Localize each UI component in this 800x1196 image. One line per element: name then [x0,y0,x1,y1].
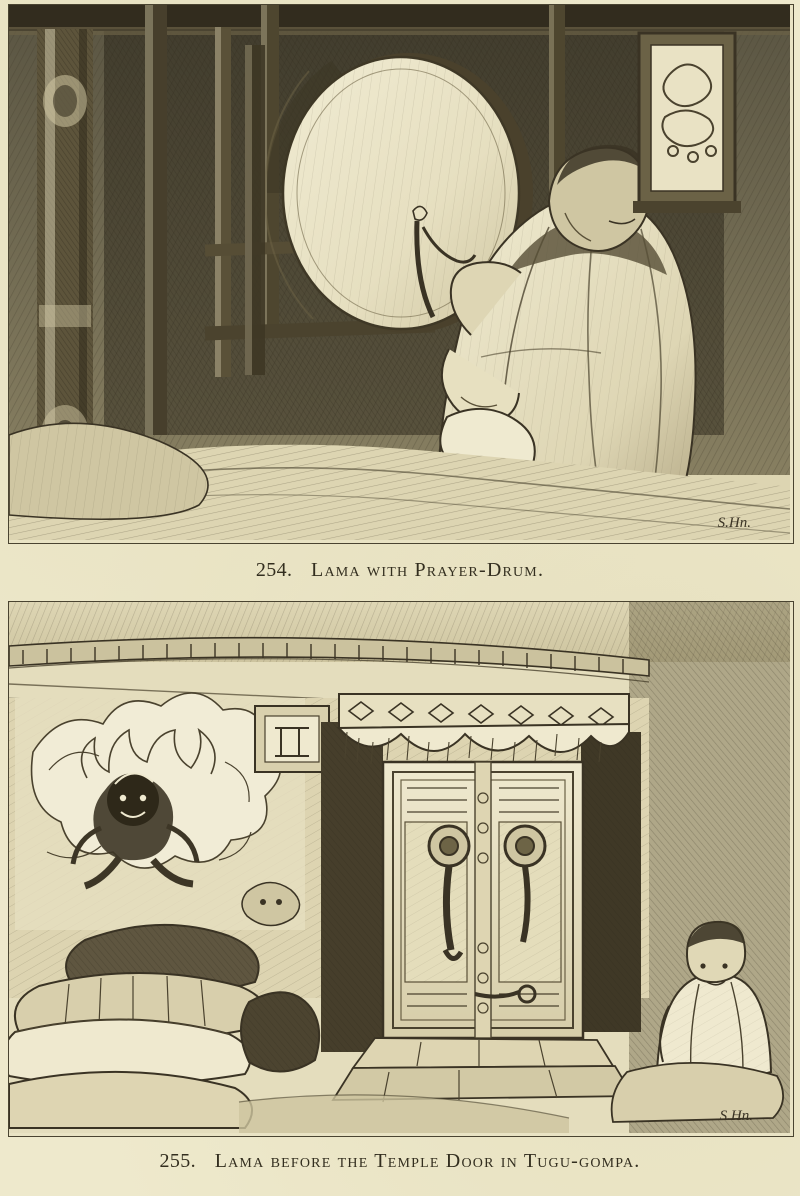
wall-plaque [255,706,329,772]
caption-254 [0,559,800,582]
illustration-plate-254 [8,4,794,544]
caption-text-254: Lama with Prayer-Drum. [311,559,545,581]
caption-number-254: 254. [255,559,293,581]
engraving-lama-before-temple-door [9,602,790,1133]
temple-door [383,762,583,1038]
artist-signature-255: S.Hn. [719,1108,753,1124]
artist-signature-254: S.Hn. [717,515,751,531]
threshold-steps [333,1038,633,1102]
wall-ornament-panel [633,33,741,213]
illustration-plate-255 [8,601,794,1137]
caption-number-255: 255. [159,1150,197,1172]
caption-text-255: Lama before the Temple Door in Tugu-gompa. [214,1150,641,1172]
caption-255 [0,1150,800,1173]
engraving-lama-with-prayer-drum [9,5,790,540]
